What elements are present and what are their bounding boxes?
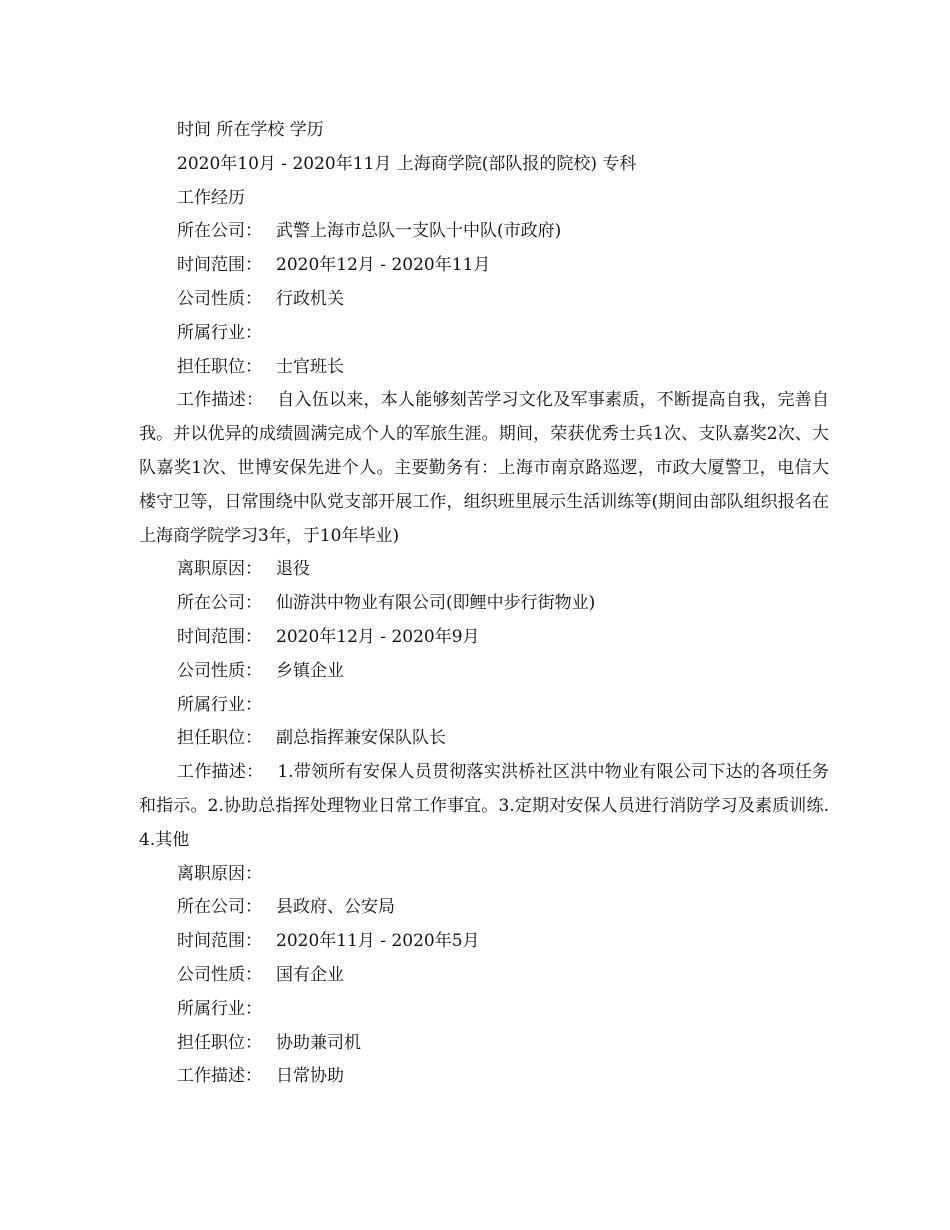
description-row bbox=[139, 756, 829, 857]
field-label: 所在公司： bbox=[177, 897, 262, 918]
description-row bbox=[139, 1060, 829, 1094]
nature-value: 行政机关 bbox=[276, 288, 344, 309]
description-value: 日常协助 bbox=[276, 1066, 344, 1087]
position-row bbox=[139, 722, 829, 756]
company-name: 仙游洪中物业有限公司(即鲤中步行街物业) bbox=[276, 593, 596, 614]
field-label: 离职原因： bbox=[177, 559, 262, 580]
field-label: 工作描述： bbox=[177, 390, 264, 411]
period-value: 2020年12月 - 2020年9月 bbox=[276, 626, 480, 647]
nature-row bbox=[139, 959, 829, 993]
leave-reason-value: 退役 bbox=[276, 559, 310, 580]
field-label: 所属行业： bbox=[177, 694, 262, 715]
field-label: 担任职位： bbox=[177, 1032, 262, 1053]
period-row bbox=[139, 925, 829, 959]
nature-row bbox=[139, 283, 829, 317]
field-label: 所在公司： bbox=[177, 593, 262, 614]
field-label: 公司性质： bbox=[177, 660, 262, 681]
nature-value: 乡镇企业 bbox=[276, 660, 344, 681]
period-row bbox=[139, 249, 829, 283]
field-label: 工作描述： bbox=[177, 762, 264, 783]
field-label: 所在公司： bbox=[177, 221, 262, 242]
field-label: 时间范围： bbox=[177, 255, 262, 276]
field-label: 公司性质： bbox=[177, 964, 262, 985]
position-value: 协助兼司机 bbox=[276, 1032, 361, 1053]
industry-row bbox=[139, 689, 829, 723]
position-value: 士官班长 bbox=[276, 356, 344, 377]
period-value: 2020年12月 - 2020年11月 bbox=[276, 255, 491, 276]
field-label: 时间范围： bbox=[177, 931, 262, 952]
work-experience-title: 工作经历 bbox=[177, 187, 245, 208]
company-name: 武警上海市总队一支队十中队(市政府) bbox=[276, 221, 562, 242]
nature-value: 国有企业 bbox=[276, 964, 344, 985]
leave-reason-row bbox=[139, 858, 829, 892]
description-row bbox=[139, 384, 829, 553]
company-row bbox=[139, 891, 829, 925]
field-label: 担任职位： bbox=[177, 356, 262, 377]
resume-content bbox=[139, 114, 829, 1094]
field-label: 担任职位： bbox=[177, 728, 262, 749]
field-label: 离职原因： bbox=[177, 863, 262, 884]
nature-row bbox=[139, 655, 829, 689]
education-header: 时间 所在学校 学历 bbox=[177, 120, 324, 140]
description-value: 自入伍以来，本人能够刻苦学习文化及军事素质，不断提高自我，完善自我。并以优异的成绩圆满完成个人的军旅生涯。期间，荣获优秀士兵1次、支队嘉奖2次、大队嘉奖1次、世博安保先进个人。主要勤务有：上海市南京路巡逻，市政大厦警卫，电信大楼守卫等，日常围绕中队党支部开展工作，组织班里展示生活训练等(期间由部队组织报名在上海商学院学习3年，于10年毕业) bbox=[139, 390, 829, 546]
field-label: 公司性质： bbox=[177, 288, 262, 309]
position-row bbox=[139, 1027, 829, 1061]
field-label: 所属行业： bbox=[177, 998, 262, 1019]
position-row bbox=[139, 351, 829, 385]
industry-row bbox=[139, 993, 829, 1027]
field-label: 时间范围： bbox=[177, 626, 262, 647]
industry-row bbox=[139, 317, 829, 351]
education-entry: 2020年10月 - 2020年11月 上海商学院(部队报的院校) 专科 bbox=[177, 153, 637, 174]
period-value: 2020年11月 - 2020年5月 bbox=[276, 931, 480, 952]
job-entry bbox=[139, 215, 829, 587]
job-entry bbox=[139, 587, 829, 891]
field-label: 所属行业： bbox=[177, 322, 262, 343]
company-name: 县政府、公安局 bbox=[276, 897, 395, 918]
period-row bbox=[139, 621, 829, 655]
position-value: 副总指挥兼安保队队长 bbox=[276, 728, 446, 749]
description-value: 1.带领所有安保人员贯彻落实洪桥社区洪中物业有限公司下达的各项任务和指示。2.协助总指挥处理物业日常工作事宜。3.定期对安保人员进行消防学习及素质训练.4.其他 bbox=[139, 762, 830, 850]
company-row bbox=[139, 215, 829, 249]
job-entry bbox=[139, 891, 829, 1094]
field-label: 工作描述： bbox=[177, 1066, 262, 1087]
leave-reason-row bbox=[139, 553, 829, 587]
company-row bbox=[139, 587, 829, 621]
